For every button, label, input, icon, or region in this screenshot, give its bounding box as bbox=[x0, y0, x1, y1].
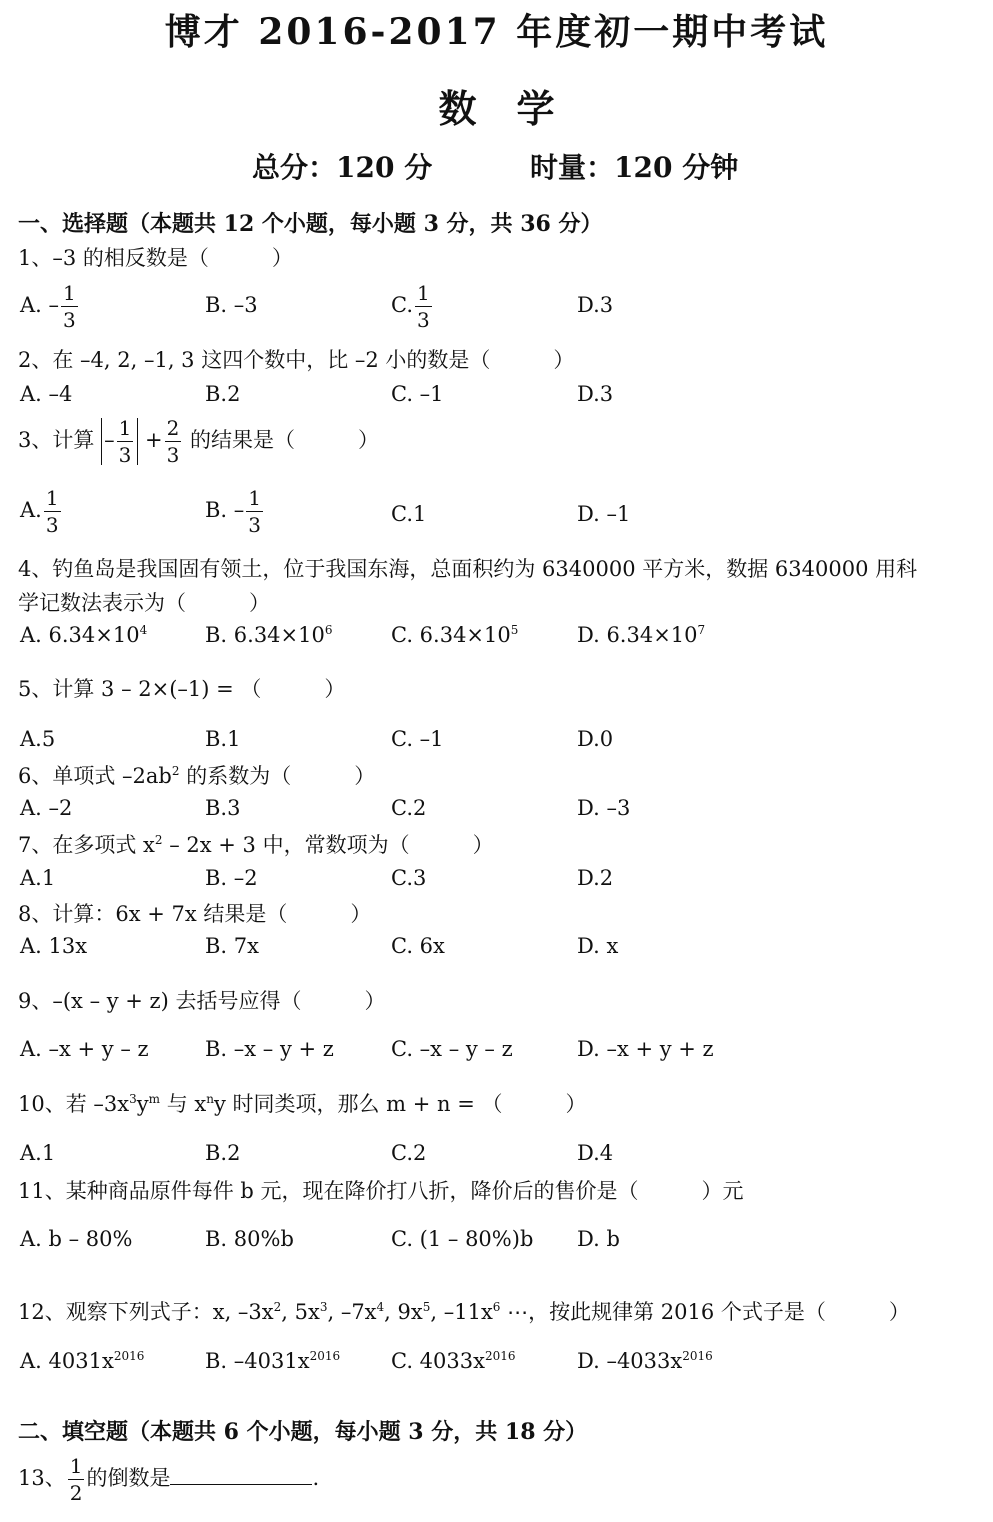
question-4-options bbox=[0, 623, 993, 663]
question-4-stem-line-2: 学记数法表示为（ ） bbox=[18, 591, 270, 615]
question-12-options bbox=[0, 1349, 993, 1389]
q12-option-c: C. $4033x^{2016}$ bbox=[391, 1349, 516, 1373]
q4-option-a: A. $6.34\times 10^4$ bbox=[20, 623, 148, 647]
q8-option-c: C. 6x bbox=[391, 934, 445, 958]
question-6-stem: 6、单项式 $-2ab^2$ 的系数为（ ） bbox=[18, 764, 376, 788]
q7-option-c: C.3 bbox=[391, 866, 427, 890]
q5-option-b: B.1 bbox=[205, 727, 241, 751]
question-3-options bbox=[0, 486, 993, 537]
answer-blank[interactable] bbox=[170, 1464, 312, 1485]
question-10-stem: 10、若 $-3x^3y^m$ 与 $x^ny$ 时同类项，那么 m + n = （ ） bbox=[18, 1092, 587, 1116]
q9-option-d: D. –x + y + z bbox=[577, 1037, 714, 1061]
q11-option-c: C. (1 – 80%)b bbox=[391, 1227, 534, 1251]
q10-option-b: B.2 bbox=[205, 1141, 241, 1165]
q12-option-b: B. $-4031x^{2016}$ bbox=[205, 1349, 341, 1373]
question-2-stem: 2、在 –4, 2, –1, 3 这四个数中，比 –2 小的数是（ ） bbox=[18, 348, 575, 372]
q3-option-b: B. – $\frac{1}{3}$ bbox=[205, 486, 262, 537]
q5-option-c: C. –1 bbox=[391, 727, 444, 751]
duration: 时量：120 分钟 bbox=[530, 151, 739, 184]
q2-option-b: B.2 bbox=[205, 382, 241, 406]
q3-option-a: A. $\frac{1}{3}$ bbox=[20, 486, 59, 537]
q10-option-a: A.1 bbox=[20, 1141, 56, 1165]
q2-option-a: A. –4 bbox=[20, 382, 73, 406]
q11-option-d: D. b bbox=[577, 1227, 620, 1251]
q12-option-d: D. $-4033x^{2016}$ bbox=[577, 1349, 713, 1373]
question-9-stem: 9、–(x – y + z) 去括号应得（ ） bbox=[18, 989, 386, 1013]
q3-option-d: D. –1 bbox=[577, 502, 631, 526]
question-8-stem: 8、计算：6x + 7x 结果是（ ） bbox=[18, 902, 372, 926]
q2-option-c: C. –1 bbox=[391, 382, 444, 406]
q9-option-a: A. –x + y – z bbox=[20, 1037, 149, 1061]
q2-option-d: D.3 bbox=[577, 382, 614, 406]
question-8-options bbox=[0, 934, 993, 974]
question-11-stem: 11、某种商品原件每件 b 元，现在降价打八折，降价后的售价是（ ）元 bbox=[18, 1179, 744, 1203]
q9-option-c: C. –x – y – z bbox=[391, 1037, 513, 1061]
question-1-stem: 1、–3 的相反数是（ ） bbox=[18, 246, 293, 270]
question-13-stem: 13、 $\frac{1}{2}$ 的倒数是 . bbox=[18, 1454, 320, 1505]
q6-option-b: B.3 bbox=[205, 796, 241, 820]
q7-option-d: D.2 bbox=[577, 866, 614, 890]
q10-option-d: D.4 bbox=[577, 1141, 614, 1165]
q4-option-b: B. $6.34\times 10^6$ bbox=[205, 623, 333, 647]
absolute-value: – $\frac{1}{3}$ bbox=[101, 418, 138, 465]
q6-option-c: C.2 bbox=[391, 796, 427, 820]
question-2-options bbox=[0, 382, 993, 422]
q8-option-b: B. 7x bbox=[205, 934, 259, 958]
q3-option-c: C.1 bbox=[391, 502, 427, 526]
question-1-options bbox=[0, 281, 993, 332]
q5-option-d: D.0 bbox=[577, 727, 614, 751]
question-11-options bbox=[0, 1227, 993, 1267]
question-7-stem: 7、在多项式 $x^2 - 2x + 3$ 中，常数项为（ ） bbox=[18, 833, 494, 857]
question-5-stem: 5、计算 3 – 2×(–1) = （ ） bbox=[18, 677, 346, 701]
q1-option-d: D.3 bbox=[577, 293, 614, 317]
subject-title: 数学 bbox=[438, 86, 595, 131]
q1-option-c: C. $\frac{1}{3}$ bbox=[391, 281, 430, 332]
q8-option-d: D. x bbox=[577, 934, 619, 958]
exam-title: 博才 2016-2017 年度初一期中考试 bbox=[164, 11, 829, 53]
question-3-stem: 3、计算 – $\frac{1}{3}$ + $\frac{2}{3}$ 的结果是（ ） bbox=[18, 416, 380, 467]
question-12-stem: 12、观察下列式子：x, $-3x^2$, $5x^3$, $-7x^4$, $9x^5$, $-11x^6$ ⋯，按此规律第 2016 个式子是（ ） bbox=[18, 1300, 910, 1324]
question-9-options bbox=[0, 1037, 993, 1077]
q5-option-a: A.5 bbox=[20, 727, 56, 751]
section-2-heading: 二、填空题（本题共 6 个小题，每小题 3 分，共 18 分） bbox=[18, 1419, 588, 1445]
q4-option-d: D. $6.34\times 10^7$ bbox=[577, 623, 706, 647]
q10-option-c: C.2 bbox=[391, 1141, 427, 1165]
q11-option-a: A. b – 80% bbox=[20, 1227, 133, 1251]
q8-option-a: A. 13x bbox=[20, 934, 88, 958]
q6-option-a: A. –2 bbox=[20, 796, 73, 820]
q7-option-a: A.1 bbox=[20, 866, 56, 890]
q12-option-a: A. $4031x^{2016}$ bbox=[20, 1349, 145, 1373]
q9-option-b: B. –x – y + z bbox=[205, 1037, 334, 1061]
question-4-stem-line-1: 4、钓鱼岛是我国固有领土，位于我国东海，总面积约为 6340000 平方米，数据 6340000 用科 bbox=[18, 557, 918, 581]
q11-option-b: B. 80%b bbox=[205, 1227, 294, 1251]
total-score: 总分：120 分 bbox=[252, 151, 433, 184]
q6-option-d: D. –3 bbox=[577, 796, 631, 820]
section-1-heading: 一、选择题（本题共 12 个小题，每小题 3 分，共 36 分） bbox=[18, 211, 603, 237]
q1-option-a: A. – $\frac{1}{3}$ bbox=[20, 281, 76, 332]
q4-option-c: C. $6.34\times 10^5$ bbox=[391, 623, 519, 647]
q1-option-b: B. –3 bbox=[205, 293, 258, 317]
q7-option-b: B. –2 bbox=[205, 866, 258, 890]
